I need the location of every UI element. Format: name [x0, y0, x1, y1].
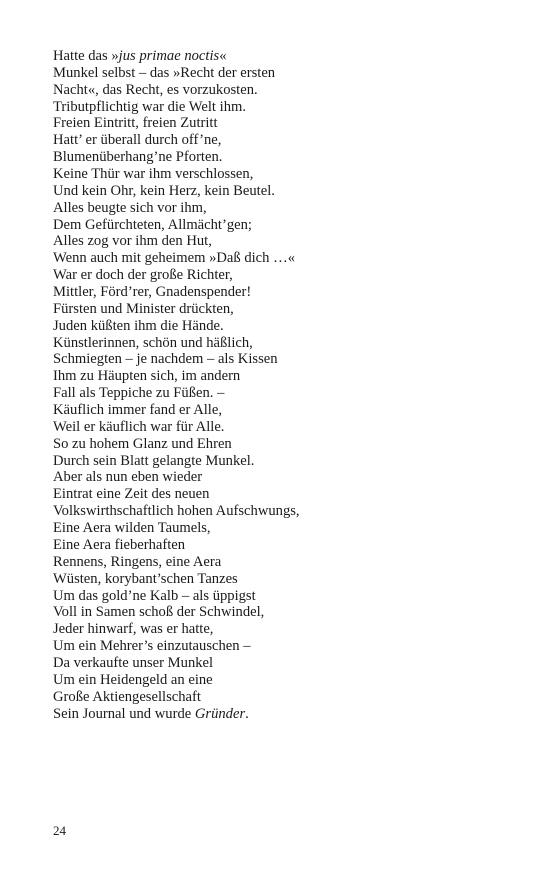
poem-text: [53, 48, 523, 722]
poem-line: [53, 604, 523, 621]
italic-text: jus primae noctis: [118, 48, 220, 64]
line-text: Wüsten, korybant’schen Tanzes: [53, 570, 238, 587]
line-text: Hatte das »: [53, 48, 119, 64]
line-text: Aber als nun eben wieder: [53, 469, 203, 486]
line-text: Jeder hinwarf, was er hatte,: [53, 621, 214, 638]
poem-line: [53, 335, 523, 352]
line-text: Durch sein Blatt gelangte Munkel.: [53, 452, 255, 469]
poem-line: [53, 250, 523, 267]
line-text: Tributpflichtig war die Welt ihm.: [53, 98, 246, 115]
poem-line: [53, 99, 523, 116]
line-text: Wenn auch mit geheimem »Daß dich …«: [53, 250, 295, 267]
line-text: Und kein Ohr, kein Herz, kein Beutel.: [53, 182, 275, 199]
poem-line: [53, 571, 523, 588]
line-text: Dem Gefürchteten, Allmächt’gen;: [53, 216, 252, 233]
poem-line: [53, 368, 523, 385]
line-text: Volkswirthschaftlich hohen Aufschwungs,: [53, 503, 300, 520]
poem-line: [53, 82, 523, 99]
line-text: Künstlerinnen, schön und häßlich,: [53, 334, 253, 351]
poem-line: [53, 655, 523, 672]
line-text: Alles zog vor ihm den Hut,: [53, 233, 212, 250]
poem-line: [53, 689, 523, 706]
poem-line: [53, 48, 523, 65]
poem-line: [53, 166, 523, 183]
line-text: Käuflich immer fand er Alle,: [53, 402, 222, 419]
line-text: Große Aktiengesellschaft: [53, 688, 201, 705]
line-text: Freien Eintritt, freien Zutritt: [53, 115, 218, 132]
line-text: Keine Thür war ihm verschlossen,: [53, 166, 254, 183]
line-text: Eine Aera fieberhaften: [53, 536, 186, 553]
poem-line: [53, 419, 523, 436]
poem-line: [53, 537, 523, 554]
line-text: So zu hohem Glanz und Ehren: [53, 435, 232, 452]
line-text: .: [245, 705, 249, 722]
poem-line: [53, 453, 523, 470]
line-text: «: [219, 48, 227, 64]
poem-line: [53, 672, 523, 689]
italic-text: Gründer: [194, 705, 246, 722]
poem-line: [53, 436, 523, 453]
line-text: Mittler, Förd’rer, Gnadenspender!: [53, 284, 252, 301]
poem-line: [53, 65, 523, 82]
line-text: Munkel selbst – das »Recht der ersten: [53, 64, 276, 81]
poem-line: [53, 638, 523, 655]
poem-line: [53, 217, 523, 234]
line-text: Hatt’ er überall durch off’ne,: [53, 132, 222, 149]
line-text: Eine Aera wilden Taumels,: [53, 520, 211, 537]
line-text: Um ein Mehrer’s einzutauschen –: [53, 638, 251, 655]
line-text: Juden küßten ihm die Hände.: [53, 317, 224, 334]
poem-line: [53, 301, 523, 318]
line-text: War er doch der große Richter,: [53, 267, 233, 284]
line-text: Da verkaufte unser Munkel: [53, 654, 214, 671]
line-text: Fall als Teppiche zu Füßen. –: [53, 385, 225, 402]
poem-line: [53, 351, 523, 368]
poem-line: [53, 115, 523, 132]
line-text: Rennens, Ringens, eine Aera: [53, 553, 222, 570]
poem-line: [53, 318, 523, 335]
poem-line: [53, 233, 523, 250]
poem-line: [53, 267, 523, 284]
line-text: Um das gold’ne Kalb – als üppigst: [53, 587, 256, 604]
line-text: Um ein Heidengeld an eine: [53, 671, 213, 688]
poem-line: [53, 588, 523, 605]
poem-line: [53, 469, 523, 486]
line-text: Blumenüberhang’ne Pforten.: [53, 149, 223, 166]
line-text: Schmiegten – je nachdem – als Kissen: [53, 351, 278, 368]
poem-line: [53, 706, 523, 723]
poem-line: [53, 621, 523, 638]
poem-line: [53, 503, 523, 520]
poem-line: [53, 200, 523, 217]
poem-line: [53, 284, 523, 301]
poem-line: [53, 132, 523, 149]
line-text: Fürsten und Minister drückten,: [53, 300, 234, 317]
poem-line: [53, 520, 523, 537]
poem-line: [53, 554, 523, 571]
line-text: Ihm zu Häupten sich, im andern: [53, 368, 241, 385]
line-text: Eintrat eine Zeit des neuen: [53, 486, 210, 503]
poem-line: [53, 149, 523, 166]
poem-line: [53, 486, 523, 503]
poem-line: [53, 402, 523, 419]
line-text: Nacht«, das Recht, es vorzukosten.: [53, 81, 258, 98]
line-text: Weil er käuflich war für Alle.: [53, 418, 225, 435]
page-number: 24: [53, 823, 66, 838]
line-text: Voll in Samen schoß der Schwindel,: [53, 604, 265, 621]
line-text: Alles beugte sich vor ihm,: [53, 199, 207, 216]
poem-line: [53, 385, 523, 402]
line-text: Sein Journal und wurde: [53, 705, 195, 722]
poem-line: [53, 183, 523, 200]
